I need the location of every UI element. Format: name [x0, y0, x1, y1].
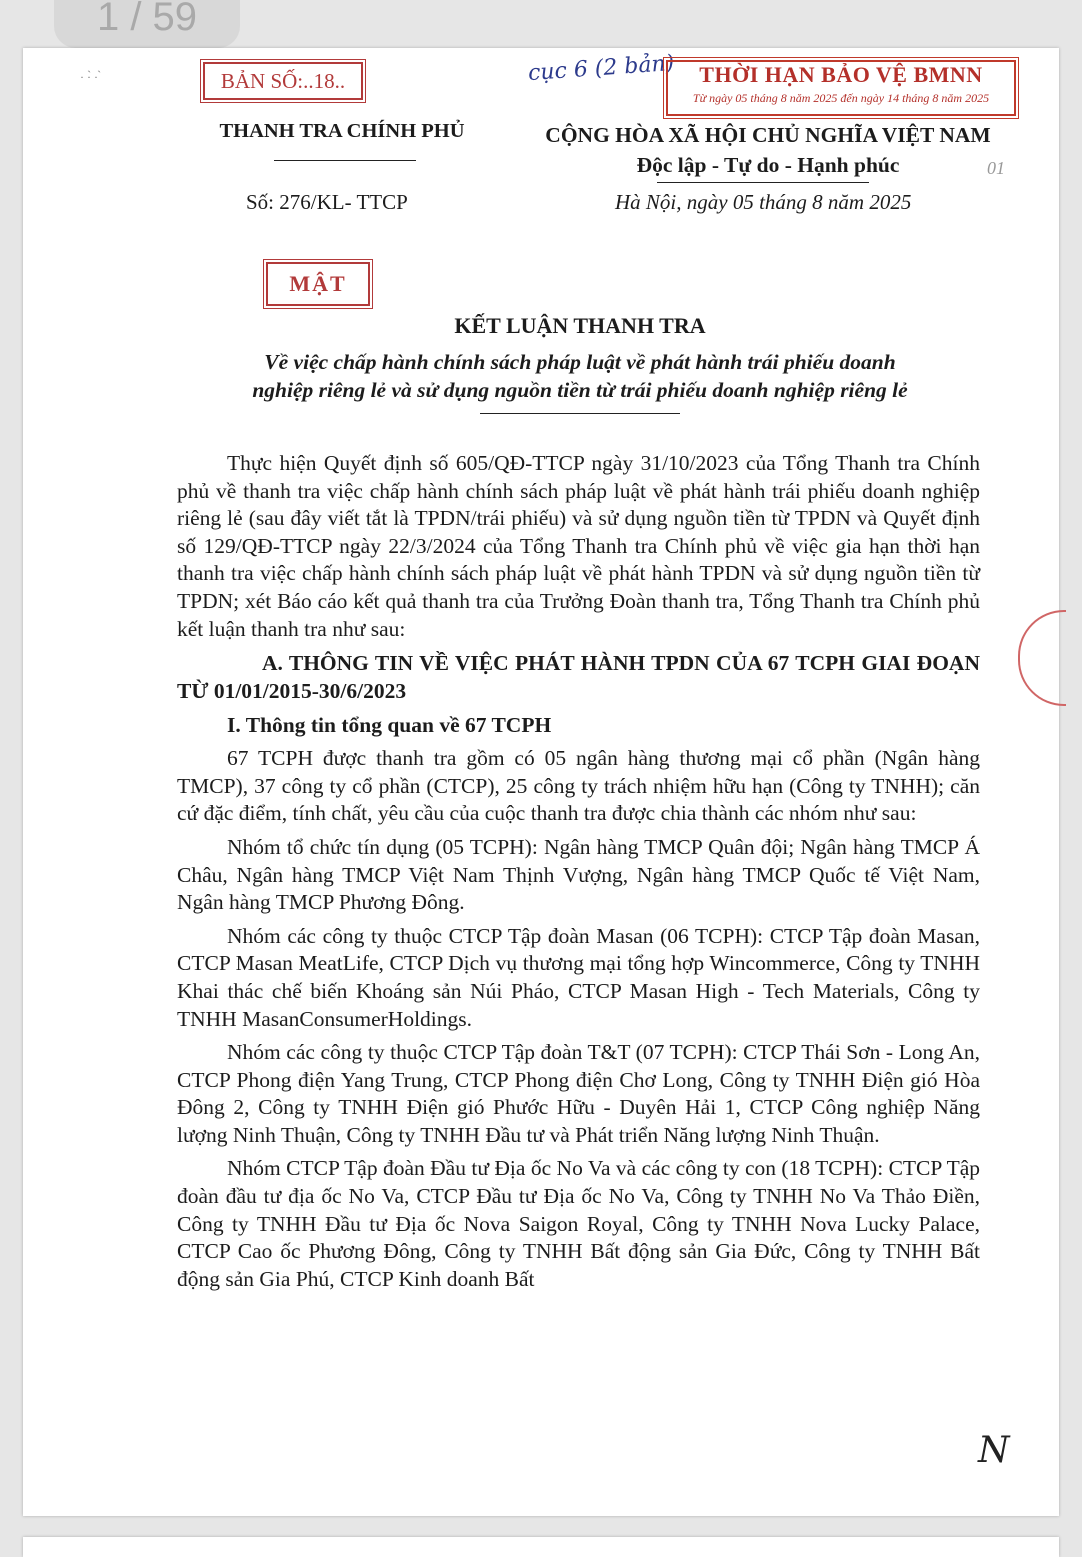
section-i-heading: I. Thông tin tổng quan về 67 TCPH — [227, 713, 552, 738]
protection-period-stamp — [666, 60, 1016, 116]
corner-mark: 01 — [987, 158, 1005, 178]
credit-group-paragraph: Nhóm tổ chức tín dụng (05 TCPH): Ngân hàng TMCP Quân đội; Ngân hàng TMCP Á Châu, Ngân hàng TMCP Việt Nam Thịnh Vượng, Ngân hàng TMCP Quốc tế Việt Nam, Ngân hàng TMCP Phương Đông. — [177, 834, 980, 915]
document-body — [177, 450, 980, 1293]
protection-stamp-title: THỜI HẠN BẢO VỆ BMNN — [699, 62, 983, 87]
issuing-agency: THANH TRA CHÍNH PHỦ — [219, 120, 465, 142]
subtitle-underline — [480, 413, 680, 414]
intro-paragraph: Thực hiện Quyết định số 605/QĐ-TTCP ngày 31/10/2023 của Tổng Thanh tra Chính phủ về thanh tra việc chấp hành chính sách pháp luật về phát hành trái phiếu doanh nghiệp riêng lẻ (sau đây viết tắt là TPDN/trái phiếu) và sử dụng nguồn tiền từ TPDN và Quyết định số 129/QĐ-TTCP ngày 22/3/2024 của Tổng Thanh tra Chính phủ về việc gia hạn thời hạn thanh tra việc chấp hành chính sách pháp luật về phát hành TPDN và sử dụng nguồn tiền từ TPDN; xét Báo cáo kết quả thanh tra của Trưởng Đoàn thanh tra, Tổng Thanh tra Chính phủ kết luận thanh tra như sau: — [177, 451, 980, 641]
next-document-page — [23, 1537, 1059, 1557]
country-name: CỘNG HÒA XÃ HỘI CHỦ NGHĨA VIỆT NAM — [545, 123, 991, 147]
document-number: Số: 276/KL- TTCP — [246, 190, 408, 214]
margin-scribble: · ·̀ · ̀ — [80, 70, 101, 84]
place-and-date: Hà Nội, ngày 05 tháng 8 năm 2025 — [615, 190, 912, 214]
document-title: KẾT LUẬN THANH TRA — [454, 313, 706, 338]
motto-underline — [657, 182, 869, 183]
masan-group-paragraph: Nhóm các công ty thuộc CTCP Tập đoàn Masan (06 TCPH): CTCP Tập đoàn Masan, CTCP Masan MeatLife, CTCP Dịch vụ thương mại tổng hợp Wincommerce, Công ty TNHH Khai thác chế biến Khoáng sản Núi Pháo, CTCP Masan High - Tech Materials, Công ty TNHH MasanConsumerHoldings. — [177, 923, 980, 1031]
nova-group-paragraph: Nhóm CTCP Tập đoàn Đầu tư Địa ốc No Va và các công ty con (18 TCPH): CTCP Tập đoàn đầu tư địa ốc No Va, CTCP Đầu tư Địa ốc No Va, Công ty TNHH No Va Thảo Điền, Công ty TNHH Đầu tư Địa ốc Nova Saigon Royal, Công ty TNHH Nova Lucky Palace, CTCP Cao ốc Phương Đông, Công ty TNHH Bất động sản Gia Đức, Công ty TNHH Bất động sản Gia Phú, CTCP Kinh doanh Bất — [177, 1156, 980, 1291]
page-counter: 1 / 59 — [54, 0, 240, 48]
section-a-heading: A. THÔNG TIN VỀ VIỆC PHÁT HÀNH TPDN CỦA 67 TCPH GIAI ĐOẠN TỪ 01/01/2015-30/6/2023 — [177, 651, 980, 704]
copy-number-stamp: BẢN SỐ:..18.. — [203, 62, 363, 100]
overview-paragraph: 67 TCPH được thanh tra gồm có 05 ngân hàng thương mại cổ phần (Ngân hàng TMCP), 37 công ty cổ phần (CTCP), 25 công ty trách nhiệm hữu hạn (Công ty TNHH); căn cứ đặc điểm, tính chất, yêu cầu của cuộc thanh tra được chia thành các nhóm như sau: — [177, 746, 980, 826]
subtitle-line-1: Về việc chấp hành chính sách pháp luật về phát hành trái phiếu doanh — [264, 350, 896, 374]
secret-stamp: MẬT — [266, 262, 370, 306]
document-subtitle — [180, 348, 980, 404]
subtitle-line-2: nghiệp riêng lẻ và sử dụng nguồn tiền từ trái phiếu doanh nghiệp riêng lẻ — [252, 378, 908, 402]
national-motto: Độc lập - Tự do - Hạnh phúc — [636, 153, 900, 177]
agency-underline — [274, 160, 416, 161]
protection-stamp-period: Từ ngày 05 tháng 8 năm 2025 đến ngày 14 tháng 8 năm 2025 — [692, 91, 990, 105]
handwritten-initials: N — [978, 1430, 1010, 1471]
tt-group-paragraph: Nhóm các công ty thuộc CTCP Tập đoàn T&T (07 TCPH): CTCP Thái Sơn - Long An, CTCP Phong điện Yang Trung, CTCP Phong điện Chơ Long, Công ty TNHH Điện gió Hòa Đông 2, Công ty TNHH Điện gió Phước Hữu - Duyên Hải 1, CTCP Công nghiệp Năng lượng Ninh Thuận, Công ty TNHH Đầu tư và Phát triển Năng lượng Ninh Thuận. — [177, 1040, 980, 1147]
national-heading — [520, 120, 1016, 180]
handwritten-note: cục 6 (2 bản) — [527, 50, 676, 87]
